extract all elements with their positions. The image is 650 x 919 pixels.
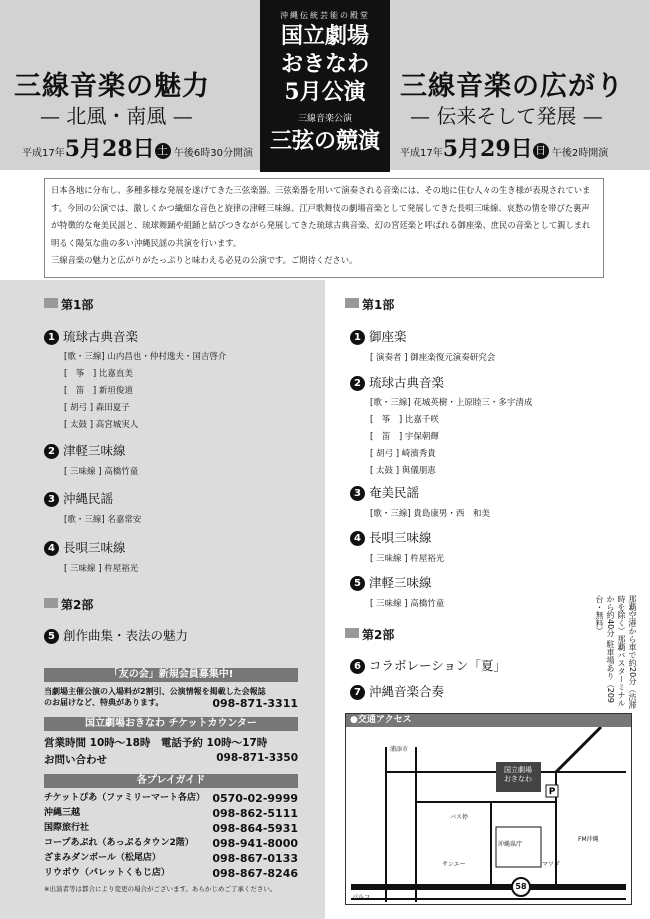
center-sub: 三線音楽公演 bbox=[297, 114, 352, 124]
left-subtitle: — 北風・南風 — bbox=[40, 104, 193, 128]
day1-item1-head bbox=[44, 327, 314, 345]
guide-name: 沖縄三越 bbox=[44, 808, 81, 818]
performer: [ 胡弓 ] 森田夏子 bbox=[64, 403, 130, 413]
intro-text2: 三線音楽の魅力と広がりがたっぷりと味わえる必見の公演です。ご期待ください。 bbox=[51, 255, 358, 265]
item-title: 長唄三味線 bbox=[63, 540, 126, 555]
number-badge: 5 bbox=[350, 576, 365, 591]
number-badge: 2 bbox=[350, 376, 365, 391]
left-title: 三線音楽の魅力 bbox=[14, 71, 210, 102]
guide-tel: 098-867-0133 bbox=[212, 852, 298, 865]
day2-item6 bbox=[350, 656, 506, 674]
center-title-block bbox=[260, 0, 390, 172]
guide-tel: 098-862-5111 bbox=[212, 807, 298, 820]
performer: [歌・三線] 貴島康男・西 和美 bbox=[370, 509, 490, 519]
performer: [ 筝 ] 比嘉千咲 bbox=[370, 415, 439, 425]
right-date bbox=[400, 132, 608, 163]
note: ※出演者等は都合により変更の場合がございます。あらかじめご了承ください。 bbox=[44, 885, 277, 893]
day1-part1-label: 第1部 bbox=[61, 298, 94, 312]
day2-part1-label: 第1部 bbox=[362, 298, 395, 312]
right-time: 午後2時開演 bbox=[551, 148, 609, 159]
day2-item7 bbox=[350, 682, 444, 700]
left-date-big: 5月28日 bbox=[64, 136, 155, 162]
theatre-label-1: 国立劇場 bbox=[504, 766, 532, 774]
performer: [ 胡弓 ] 崎濱秀貴 bbox=[370, 449, 436, 459]
day2-item1 bbox=[350, 327, 495, 363]
item-title: 沖縄音楽合奏 bbox=[369, 684, 445, 699]
guide-row bbox=[44, 821, 298, 836]
square-icon bbox=[44, 598, 58, 608]
center-line1: 国立劇場 bbox=[280, 23, 369, 49]
number-badge: 6 bbox=[350, 659, 365, 674]
item-title: 琉球古典音楽 bbox=[369, 375, 445, 390]
guide-tel: 098-941-8000 bbox=[212, 837, 298, 850]
performer: [ 筝 ] 比嘉直美 bbox=[64, 369, 133, 379]
center-line2: おきなわ bbox=[280, 51, 369, 77]
guide-tel: 0570-02-9999 bbox=[212, 792, 298, 805]
day2-item3 bbox=[350, 483, 490, 519]
day2-item2-head bbox=[350, 373, 532, 391]
performer: [ 笛 ] 宇保朝輝 bbox=[370, 432, 439, 442]
guide-list bbox=[44, 791, 298, 881]
right-subtitle: — 伝来そして発展 — bbox=[410, 104, 603, 128]
counter-bar: 国立劇場おきなわ チケットカウンター bbox=[44, 717, 298, 731]
map-drawing bbox=[346, 727, 631, 904]
square-icon bbox=[345, 298, 359, 308]
day2-part1-heading bbox=[345, 296, 394, 313]
inquiry-label: お問い合わせ bbox=[44, 754, 107, 766]
number-badge: 4 bbox=[44, 541, 59, 556]
map-label: パルコ bbox=[352, 894, 371, 901]
right-weekday-badge: 日 bbox=[533, 143, 549, 159]
tomo-text2: のお届けなど、特典があります。 bbox=[44, 698, 164, 707]
item-title: 津軽三味線 bbox=[369, 575, 432, 590]
day1-item3-head bbox=[44, 489, 141, 507]
square-icon bbox=[345, 628, 359, 638]
performer: [ 三味線 ] 高橋竹童 bbox=[64, 467, 139, 477]
performer: [ 笛 ] 新垣俊道 bbox=[64, 386, 133, 396]
day2-part2-label: 第2部 bbox=[362, 628, 395, 642]
item-title: 琉球古典音楽 bbox=[63, 329, 139, 344]
access-notes: 那覇空港から車で約20分（渋滞時を除く）那覇バスターミナルから約40分 駐車場あり（209台・無料） bbox=[595, 595, 637, 710]
access-map bbox=[345, 713, 632, 905]
day2-item2 bbox=[350, 373, 532, 480]
theatre-label bbox=[498, 766, 538, 784]
inquiry-row bbox=[44, 752, 298, 768]
day1-item4-head bbox=[44, 538, 138, 556]
number-badge: 3 bbox=[350, 486, 365, 501]
guide-bar: 各プレイガイド bbox=[44, 774, 298, 788]
guide-tel: 098-864-5931 bbox=[212, 822, 298, 835]
guide-name: 国際旅行社 bbox=[44, 823, 90, 833]
performer: [ 演奏者 ] 御座楽復元演奏研究会 bbox=[370, 353, 496, 363]
guide-name: コープあぷれ（あっぷるタウン2階） bbox=[44, 838, 194, 848]
guide-name: リウボウ（パレットくもじ店） bbox=[44, 868, 170, 878]
center-line3: 5月公演 bbox=[284, 79, 366, 105]
day2-item1-head bbox=[350, 327, 495, 345]
number-badge: 5 bbox=[44, 629, 59, 644]
item-title: 御座楽 bbox=[369, 329, 407, 344]
left-date bbox=[22, 132, 253, 163]
number-badge: 2 bbox=[44, 444, 59, 459]
left-weekday-badge: 土 bbox=[155, 143, 171, 159]
right-date-pre: 平成17年 bbox=[400, 148, 443, 159]
tomo-row bbox=[44, 697, 298, 711]
map-label: サンエー bbox=[442, 861, 466, 868]
number-badge: 4 bbox=[350, 531, 365, 546]
number-badge: 1 bbox=[350, 330, 365, 345]
route-number: 58 bbox=[515, 882, 527, 891]
performer: [歌・三線] 名嘉常安 bbox=[64, 515, 142, 525]
center-tag: 沖縄伝統芸能の殿堂 bbox=[280, 11, 370, 20]
center-big: 三弦の競演 bbox=[269, 128, 380, 154]
left-time: 午後6時30分開演 bbox=[173, 148, 253, 159]
number-badge: 7 bbox=[350, 685, 365, 700]
day2-item4 bbox=[350, 528, 444, 564]
intro-box bbox=[44, 178, 604, 278]
day2-item4-head bbox=[350, 528, 444, 546]
item-title: 創作曲集・表法の魅力 bbox=[63, 628, 189, 643]
item-title: 津軽三味線 bbox=[63, 443, 126, 458]
hours: 営業時間 10時～18時 電話予約 10時～17時 bbox=[44, 737, 268, 749]
intro-text: 日本各地に分布し、多種多様な発展を遂げてきた三弦楽器。三弦楽器を用いて演奏される音楽には、その地に住む人々の生き様が表現されています。今回の公演では、激しくかつ繊細な音色と旋律の津軽三味線、江戸歌舞伎の劇場音楽として発展してきた長唄三味線、哀愁の情を帯びた裏声が特徴的な奄美民謡と、琉球舞踊や組踊と結びつきながら発展してきた琉球古典音楽、幻の宮廷楽と呼ばれる御座楽、庶民の音楽として親しまれ明るく陽気な曲の多い沖縄民謡の共演を行います。 bbox=[51, 185, 591, 248]
map-label: バス停 bbox=[450, 814, 469, 821]
info-box bbox=[44, 668, 298, 893]
map-label: FM沖縄 bbox=[578, 836, 599, 843]
guide-tel: 098-867-8246 bbox=[212, 867, 298, 880]
number-badge: 1 bbox=[44, 330, 59, 345]
performer: [ 三味線 ] 高橋竹童 bbox=[370, 599, 445, 609]
tomo-bar: 「友の会」新規会員募集中! bbox=[44, 668, 298, 682]
day1-item2 bbox=[44, 441, 138, 477]
day1-part1-heading bbox=[44, 296, 93, 313]
tomo-tel: 098-871-3311 bbox=[212, 697, 298, 710]
day2-item5 bbox=[350, 573, 444, 609]
square-icon bbox=[44, 298, 58, 308]
day1-item4 bbox=[44, 538, 138, 574]
right-title: 三線音楽の広がり bbox=[400, 71, 624, 102]
performer: [歌・三線] 山内昌也・仲村逸夫・国吉啓介 bbox=[64, 352, 227, 362]
performer: [ 三味線 ] 杵屋裕光 bbox=[370, 554, 445, 564]
map-label: 沖縄県庁 bbox=[498, 841, 523, 848]
guide-row bbox=[44, 791, 298, 806]
item-title: 奄美民謡 bbox=[369, 485, 420, 500]
guide-row bbox=[44, 836, 298, 851]
performer: [ 三味線 ] 杵屋裕光 bbox=[64, 564, 139, 574]
guide-row bbox=[44, 866, 298, 881]
item-title: 長唄三味線 bbox=[369, 530, 432, 545]
guide-row bbox=[44, 851, 298, 866]
performer: [歌・三線] 花城英樹・上原睦三・多宇清成 bbox=[370, 398, 533, 408]
right-date-big: 5月29日 bbox=[442, 136, 533, 162]
day1-item5 bbox=[44, 626, 188, 644]
item-title: 沖縄民謡 bbox=[63, 491, 114, 506]
inquiry-tel: 098-871-3350 bbox=[216, 752, 298, 764]
item-title: コラボレーション「夏」 bbox=[369, 658, 507, 673]
number-badge: 3 bbox=[44, 492, 59, 507]
access-title: ●交通アクセス bbox=[346, 714, 631, 727]
day2-item5-head bbox=[350, 573, 444, 591]
tomo-text1: 当劇場主催公演の入場料が2割引、公演情報を掲載した会報誌 bbox=[44, 687, 266, 696]
map-label: マツダ bbox=[542, 861, 560, 868]
parking-label: P bbox=[548, 787, 556, 797]
day1-item3 bbox=[44, 489, 141, 525]
day1-part2-heading bbox=[44, 596, 93, 613]
map-label: 浦添市 bbox=[390, 746, 409, 753]
day1-part2-label: 第2部 bbox=[61, 598, 94, 612]
theatre-label-2: おきなわ bbox=[504, 775, 532, 783]
performer: [ 太鼓 ] 與儀朋恵 bbox=[370, 466, 436, 476]
guide-name: ざまみダンボール（松尾店） bbox=[44, 853, 161, 863]
day2-part2-heading bbox=[345, 626, 394, 643]
day2-item3-head bbox=[350, 483, 490, 501]
road-diagonal bbox=[556, 727, 601, 772]
left-date-pre: 平成17年 bbox=[22, 148, 65, 159]
performer: [ 太鼓 ] 高宮城実人 bbox=[64, 420, 139, 430]
guide-row bbox=[44, 806, 298, 821]
day1-item2-head bbox=[44, 441, 138, 459]
day1-item1 bbox=[44, 327, 314, 434]
guide-name: チケットぴあ（ファミリーマート各店） bbox=[44, 793, 206, 803]
